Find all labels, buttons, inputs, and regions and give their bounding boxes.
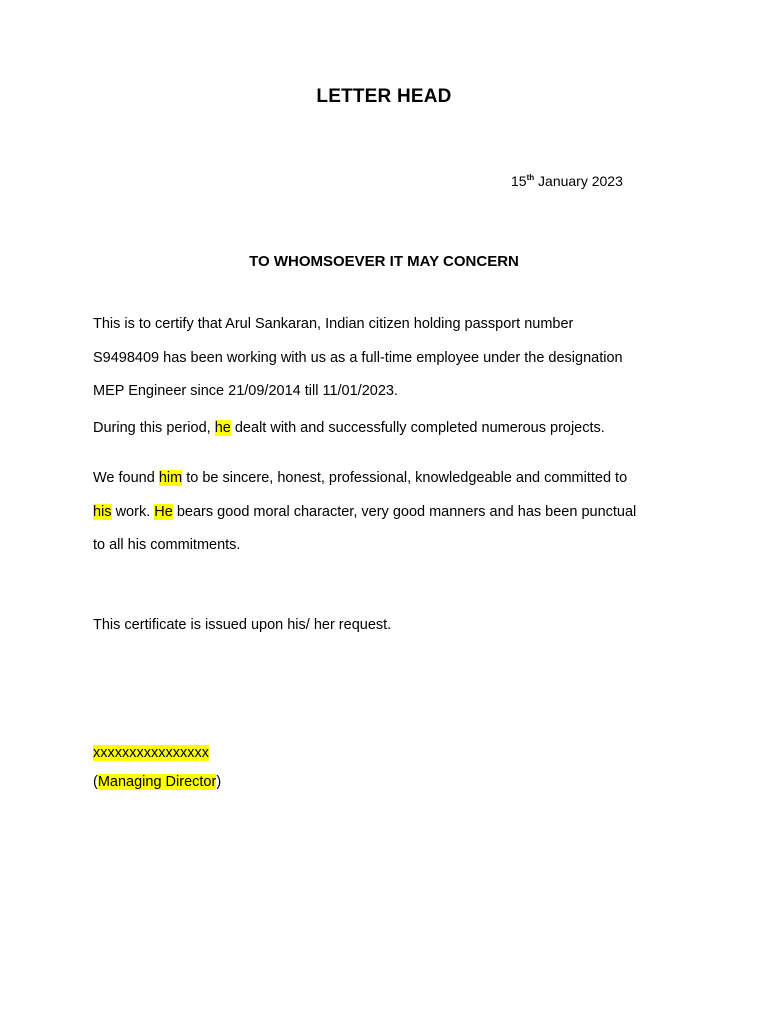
paragraph-line [93,462,636,496]
signature-title-open: ( [93,774,98,790]
date-month-year: January 2023 [534,173,623,189]
text-segment: work. [111,503,155,520]
paragraph-line: This is to certify that Arul Sankaran, Indian citizen holding passport number [93,316,574,332]
paragraph-certification [93,308,623,409]
signature-name-placeholder: xxxxxxxxxxxxxxxx [93,745,209,761]
signature-title-close: ) [216,774,222,790]
signature-title-text: Managing Director [97,774,217,790]
letter-date [511,173,623,189]
letter-subject: TO WHOMSOEVER IT MAY CONCERN [249,253,519,270]
highlighted-pronoun: He [154,503,173,520]
text-segment: We found [93,470,159,486]
date-ordinal-suffix: th [526,173,535,182]
highlighted-pronoun: his [93,503,112,520]
paragraph-line: S9498409 has been working with us as a full-time employee under the designation [93,349,623,366]
signature-name [93,745,209,761]
date-day: 15 [511,173,527,189]
paragraph-line [93,419,605,437]
text-segment: to be sincere, honest, professional, knowledgeable and committed to [182,470,628,486]
text-segment: During this period, [93,420,215,436]
paragraph-projects [93,419,605,437]
text-segment: bears good moral character, very good manners and has been punctual [172,503,637,520]
paragraph-character [93,462,636,563]
signature-title [93,774,221,790]
letterhead-title: LETTER HEAD [316,86,452,107]
paragraph-line: to all his commitments. [93,537,241,554]
highlighted-pronoun: him [158,470,183,486]
text-segment: dealt with and successfully completed numerous projects. [230,420,605,436]
highlighted-pronoun: he [214,420,231,436]
paragraph-request: This certificate is issued upon his/ her request. [93,617,392,633]
paragraph-line [93,496,636,530]
paragraph-line: MEP Engineer since 21/09/2014 till 11/01/2023. [93,383,398,400]
